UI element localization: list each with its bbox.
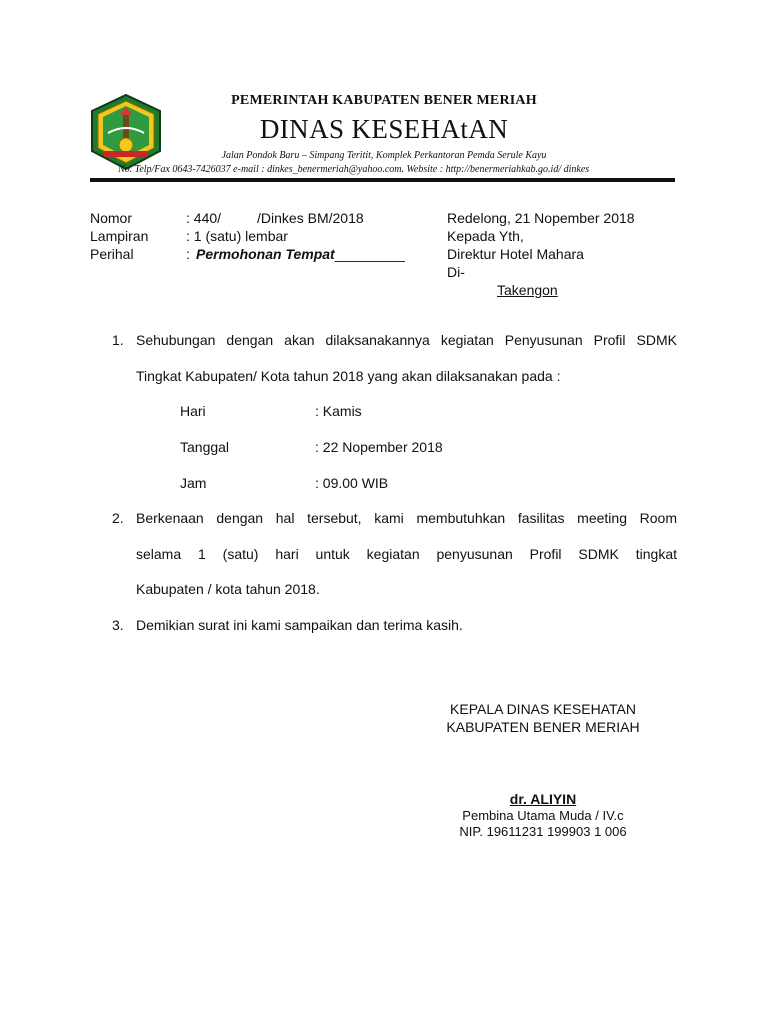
signatory-title-1: KEPALA DINAS KESEHATAN	[450, 701, 636, 717]
perihal-colon: :	[186, 246, 190, 262]
agency-contact: No. Telp/Fax 0643-7426037 e-mail : dinkes_benermeriah@yahoo.com. Website : http://benermeriahkab.go.id/ dinkes	[118, 164, 590, 175]
paragraph-1-line-1: Sehubungan dengan akan dilaksanakannya kegiatan Penyusunan Profil SDMK	[136, 332, 677, 348]
paragraph-3-line-1: Demikian surat ini kami sampaikan dan terima kasih.	[136, 617, 463, 633]
perihal-label: Perihal	[90, 246, 134, 262]
place-date: Redelong, 21 Nopember 2018	[447, 210, 635, 226]
detail-jam-label: Jam	[180, 475, 207, 491]
detail-hari-value: : Kamis	[315, 403, 362, 419]
perihal-blank: _________	[334, 246, 405, 262]
recipient-name: Direktur Hotel Mahara	[447, 246, 584, 262]
nomor-label: Nomor	[90, 210, 133, 226]
detail-hari-label: Hari	[180, 403, 206, 419]
agency-address: Jalan Pondok Baru – Simpang Teritit, Komplek Perkantoran Pemda Serule Kayu	[221, 150, 547, 161]
nomor-value: : 440/ /Dinkes BM/2018	[186, 210, 364, 226]
lampiran-label: Lampiran	[90, 228, 149, 244]
perihal-subject: Permohonan Tempat	[196, 246, 335, 262]
paragraph-2-line-3: Kabupaten / kota tahun 2018.	[136, 581, 320, 597]
recipient-city: Takengon	[497, 282, 558, 298]
agency-name: DINAS KESEHAtAN	[259, 114, 509, 144]
detail-tanggal-value: : 22 Nopember 2018	[315, 439, 443, 455]
letterhead-divider	[90, 178, 675, 182]
perihal-value	[196, 245, 405, 263]
paragraph-2-line-2: selama 1 (satu) hari untuk kegiatan penyusunan Profil SDMK tingkat	[136, 546, 677, 562]
paragraph-1-number: 1.	[112, 332, 124, 348]
paragraph-3-number: 3.	[112, 617, 124, 633]
signatory-name: dr. ALIYIN	[509, 791, 577, 807]
detail-tanggal-label: Tanggal	[180, 439, 230, 455]
paragraph-2-line-1: Berkenaan dengan hal tersebut, kami membutuhkan fasilitas meeting Room	[136, 510, 677, 526]
detail-jam-value: : 09.00 WIB	[315, 475, 389, 491]
kepada-label: Kepada Yth,	[447, 228, 524, 244]
government-name: PEMERINTAH KABUPATEN BENER MERIAH	[231, 93, 537, 108]
paragraph-2-number: 2.	[112, 510, 124, 526]
lampiran-value: : 1 (satu) lembar	[186, 228, 288, 244]
di-label: Di-	[447, 264, 465, 280]
signatory-title-2: KABUPATEN BENER MERIAH	[446, 719, 640, 735]
paragraph-1-line-2: Tingkat Kabupaten/ Kota tahun 2018 yang akan dilaksanakan pada :	[136, 368, 561, 384]
signatory-rank: Pembina Utama Muda / IV.c	[462, 808, 624, 823]
signatory-nip: NIP. 19611231 199903 1 006	[459, 824, 627, 839]
